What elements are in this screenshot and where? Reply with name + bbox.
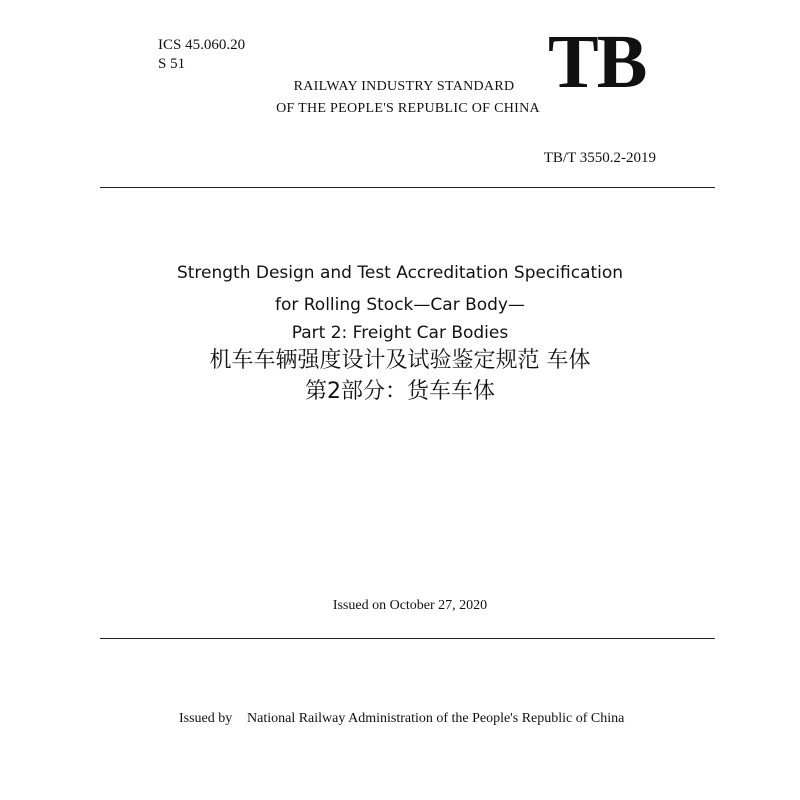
classification-code: S 51 <box>158 56 186 72</box>
standard-type-line2 <box>0 100 800 118</box>
title-chinese-line2: 第2部分：货车车体 <box>305 379 495 404</box>
issuing-authority: National Railway Administration of the People's Republic of China <box>247 711 625 726</box>
standard-type-line2-text: OF THE PEOPLE'S REPUBLIC OF CHINA <box>276 101 540 116</box>
issued-on-text: Issued on October 27, 2020 <box>332 598 488 613</box>
issued-by-label: Issued by <box>179 711 233 726</box>
title-english-line2: for Rolling Stock—Car Body— <box>274 295 525 315</box>
title-english-line1: Strength Design and Test Accreditation Specification <box>176 263 624 283</box>
issued-on-date <box>0 597 800 615</box>
title-chinese-line1: 机车车辆强度设计及试验鉴定规范 车体 <box>209 348 591 373</box>
title-english-line3: Part 2: Freight Car Bodies <box>291 323 509 343</box>
top-divider <box>100 187 715 188</box>
standard-type-line1 <box>0 78 800 96</box>
standard-number: TB/T 3550.2-2019 <box>543 150 656 166</box>
ics-code: ICS 45.060.20 <box>158 37 246 53</box>
bottom-divider <box>100 638 715 639</box>
standard-type-line1-text: RAILWAY INDUSTRY STANDARD <box>293 79 515 94</box>
tb-logo: TB <box>548 20 646 104</box>
